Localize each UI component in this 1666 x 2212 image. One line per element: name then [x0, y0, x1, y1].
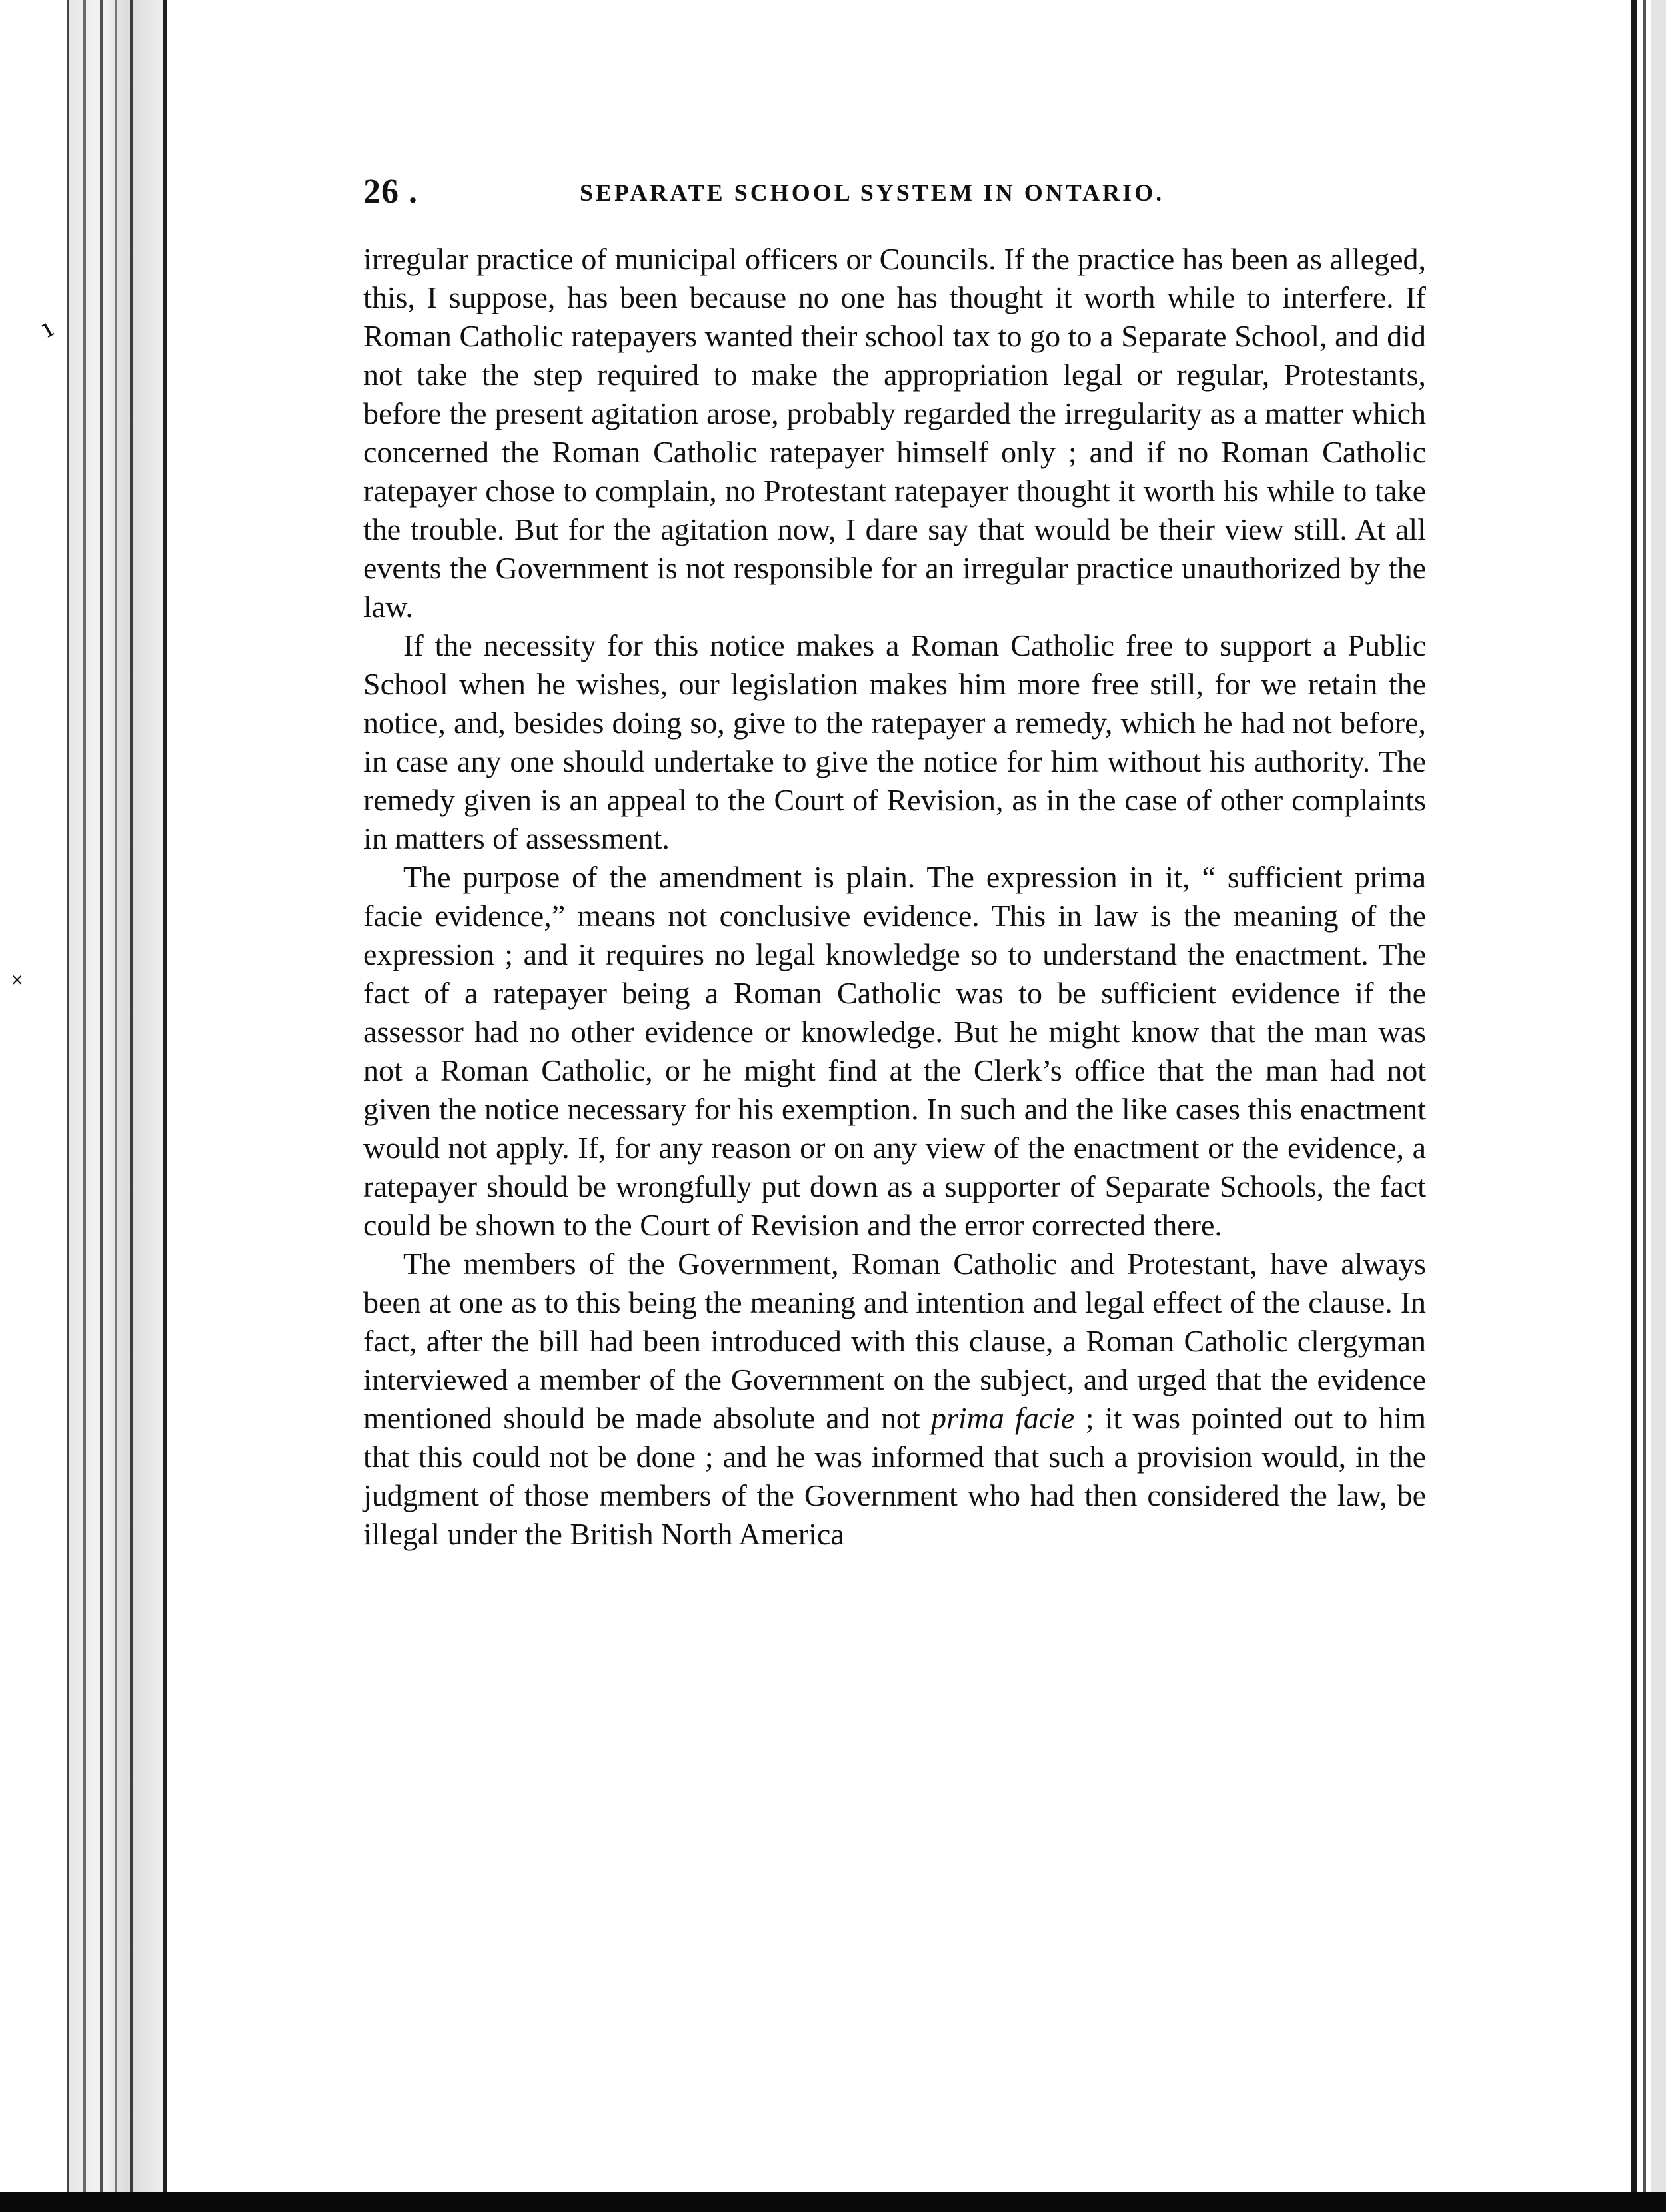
italic-phrase: prima facie [930, 1401, 1075, 1435]
running-header [363, 172, 1429, 219]
paragraph-1: irregular practice of municipal officers or Councils. If the practice has been as alleged, this, I suppose, has been because no one has thought it worth while to interfere. If Roman Catholic ratepayers wanted their school tax to go to a Separate School, and did not take the step required to make the appropriation legal or regular, Protestants, before the present agitation arose, probably regarded the irregularity as a matter which concerned the Roman Catholic ratepayer himself only ; and if no Roman Catholic ratepayer chose to complain, no Protestant ratepayer thought it worth his while to take the trouble. But for the agitation now, I dare say that would be their view still. At all events the Government is not responsible for an irregular practice unauthorized by the law. [363, 242, 1426, 624]
body-text [363, 240, 1426, 1554]
page-edge-line [100, 0, 103, 2192]
paragraph-4-text-before: The members of the Government, Roman Catholic and Protestant, have always been at one as to this being the meaning and intention and legal effect of the clause. In fact, after the bill had been introduced with this clause, a Roman Catholic clergyman interviewed a member of the Government on the subject, and urged that the evidence mentioned should be made absolute and not [363, 1247, 1426, 1435]
right-margin-strip [1651, 0, 1666, 2192]
page-edge-line [83, 0, 86, 2192]
page-edge-line [67, 0, 69, 2192]
margin-speck: ı [35, 312, 59, 344]
page-number: 26 . [363, 173, 418, 211]
right-border-line [1643, 0, 1646, 2192]
paragraph-2: If the necessity for this notice makes a Roman Catholic free to support a Public School when he wishes, our legislation makes him more free still, for we retain the notice, and, besides doing so, give to the ratepayer a remedy, which he had not before, in case any one should undertake to give the notice for him without his authority. The remedy given is an appeal to the Court of Revision, as in the case of other complaints in matters of assessment. [363, 628, 1426, 855]
margin-speck: ˟ [12, 970, 23, 1001]
page-stack-shadow [67, 0, 167, 2192]
page-edge-line [163, 0, 167, 2192]
page-edge-line [115, 0, 117, 2192]
paragraph-3: The purpose of the amendment is plain. The expression in it, “ sufficient prima facie evidence,” means not conclusive evidence. This in law is the meaning of the expression ; and it requires no legal knowledge so to understand the enactment. The fact of a ratepayer being a Roman Catholic was to be sufficient evidence if the assessor had no other evidence or knowledge. But he might know that the man was not a Roman Catholic, or he might find at the Clerk’s office that the man had not given the notice necessary for his exemption. In such and the like cases this enactment would not apply. If, for any reason or on any view of the enactment or the evidence, a ratepayer should be wrongfully put down as a supporter of Separate Schools, the fact could be shown to the Court of Revision and the error corrected there. [363, 860, 1426, 1242]
paragraph-4 [363, 1245, 1426, 1554]
scan-bottom-border [0, 2192, 1666, 2212]
running-title: SEPARATE SCHOOL SYSTEM IN ONTARIO. [580, 179, 1165, 206]
paragraph-4-text-after: ; it was pointed out to him that this could not be done ; and he was informed that such a provision would, in the judgment of those members of the Government who had then considered the law, be illegal under the British North America [363, 1401, 1426, 1551]
page-edge-line [130, 0, 133, 2192]
right-border-line [1631, 0, 1637, 2192]
